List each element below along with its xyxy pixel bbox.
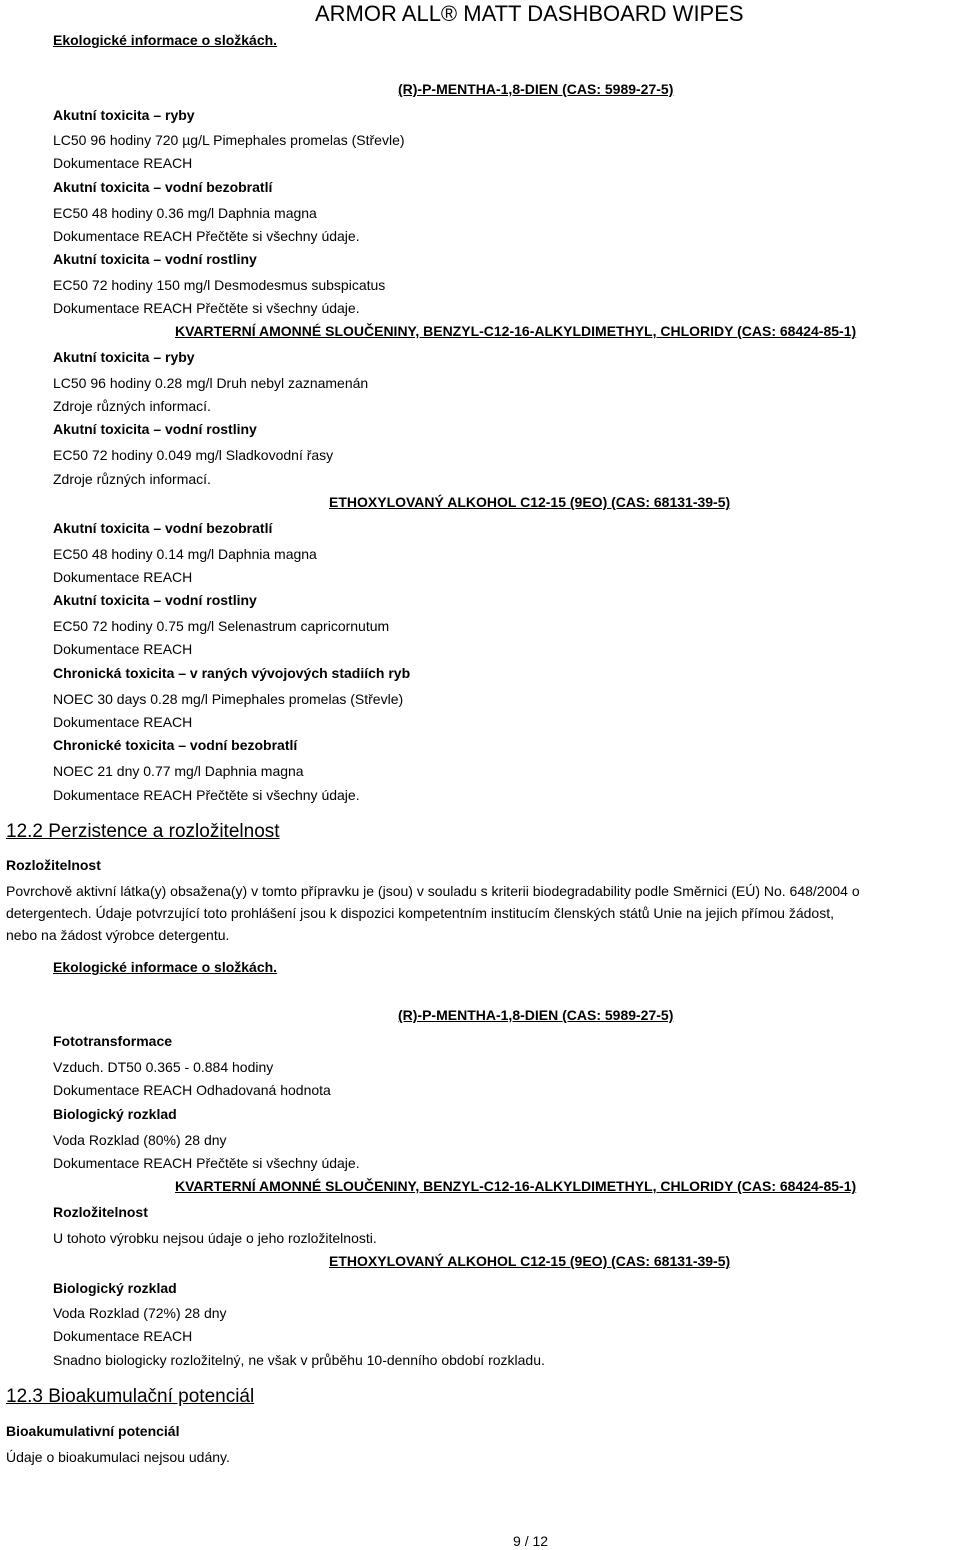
value-chronic-fish: NOEC 30 days 0.28 mg/l Pimephales promelas (Střevle) [53, 691, 404, 707]
substance-heading-mentha: (R)-P-MENTHA-1,8-DIEN (CAS: 5989-27-5) [398, 1007, 674, 1023]
value-acute-fish: LC50 96 hodiny 0.28 mg/l Druh nebyl zaznamenán [53, 375, 369, 391]
eco-info-link[interactable]: Ekologické informace o složkách. [53, 959, 278, 975]
value-acute-invert: EC50 48 hodiny 0.36 mg/l Daphnia magna [53, 205, 317, 221]
source-chronic-invert: Dokumentace REACH Přečtěte si všechny údaje. [53, 787, 360, 803]
value-bioaccumulation: Údaje o bioakumulaci nejsou udány. [6, 1449, 230, 1465]
page-total: 12 [532, 1533, 549, 1549]
value-biodegradation: Voda Rozklad (72%) 28 dny [53, 1305, 227, 1321]
source-acute-fish: Zdroje různých informací. [53, 398, 211, 414]
value-biodegradation: Voda Rozklad (80%) 28 dny [53, 1132, 227, 1148]
paragraph-line-3: nebo na žádost výrobce detergentu. [6, 927, 230, 943]
source-acute-invert: Dokumentace REACH Přečtěte si všechny údaje. [53, 228, 360, 244]
source-acute-invert: Dokumentace REACH [53, 569, 193, 585]
page-title: ARMOR ALL® MATT DASHBOARD WIPES [315, 1, 744, 26]
source-acute-plants: Dokumentace REACH [53, 641, 193, 657]
substance-heading-quats: KVARTERNÍ AMONNÉ SLOUČENINY, BENZYL-C12-16-ALKYLDIMETHYL, CHLORIDY (CAS: 68424-85-1) [175, 323, 857, 339]
eco-info-link[interactable]: Ekologické informace o složkách. [53, 32, 278, 48]
value-acute-plants: EC50 72 hodiny 0.75 mg/l Selenastrum capricornutum [53, 618, 390, 634]
source-biodegradation: Dokumentace REACH Přečtěte si všechny údaje. [53, 1155, 360, 1171]
substance-heading-mentha: (R)-P-MENTHA-1,8-DIEN (CAS: 5989-27-5) [398, 81, 674, 97]
value-phototransformation: Vzduch. DT50 0.365 - 0.884 hodiny [53, 1059, 274, 1075]
value-degradability: U tohoto výrobku nejsou údaje o jeho rozložitelnosti. [53, 1230, 377, 1246]
value-chronic-invert: NOEC 21 dny 0.77 mg/l Daphnia magna [53, 763, 304, 779]
label-acute-fish: Akutní toxicita – ryby [53, 349, 195, 365]
section-heading-persistence: 12.2 Perzistence a rozložitelnost [6, 821, 280, 842]
substance-heading-quats: KVARTERNÍ AMONNÉ SLOUČENINY, BENZYL-C12-16-ALKYLDIMETHYL, CHLORIDY (CAS: 68424-85-1) [175, 1178, 857, 1194]
label-chronic-fish: Chronická toxicita – v raných vývojových stadiích ryb [53, 665, 411, 681]
note-biodegradation: Snadno biologicky rozložitelný, ne však v průběhu 10-denního období rozkladu. [53, 1352, 545, 1368]
paragraph-line-1: Povrchově aktivní látka(y) obsažena(y) v tomto přípravku je (jsou) v souladu s kriterii biodegradability podle Směrnici (EÚ) No. 648/2004 o [6, 883, 860, 899]
label-degradability: Rozložitelnost [53, 1204, 148, 1220]
source-acute-plants: Dokumentace REACH Přečtěte si všechny údaje. [53, 300, 360, 316]
source-biodegradation: Dokumentace REACH [53, 1328, 193, 1344]
substance-heading-ethoxy: ETHOXYLOVANÝ ALKOHOL C12-15 (9EO) (CAS: 68131-39-5) [329, 1253, 731, 1269]
label-biodegradation: Biologický rozklad [53, 1280, 177, 1296]
label-phototransformation: Fototransformace [53, 1033, 173, 1049]
page-current: 9 [513, 1533, 521, 1549]
value-acute-fish: LC50 96 hodiny 720 µg/L Pimephales promelas (Střevle) [53, 132, 405, 148]
label-acute-plants: Akutní toxicita – vodní rostliny [53, 251, 257, 267]
source-chronic-fish: Dokumentace REACH [53, 714, 193, 730]
label-acute-invert: Akutní toxicita – vodní bezobratlí [53, 520, 273, 536]
source-acute-plants: Zdroje různých informací. [53, 471, 211, 487]
label-acute-invert: Akutní toxicita – vodní bezobratlí [53, 179, 273, 195]
section-heading-bioaccumulation: 12.3 Bioakumulační potenciál [6, 1386, 255, 1407]
label-acute-plants: Akutní toxicita – vodní rostliny [53, 421, 257, 437]
label-bioaccumulation: Bioakumulativní potenciál [6, 1423, 180, 1439]
label-acute-plants: Akutní toxicita – vodní rostliny [53, 592, 257, 608]
label-acute-fish: Akutní toxicita – ryby [53, 107, 195, 123]
label-degradability: Rozložitelnost [6, 857, 101, 873]
value-acute-plants: EC50 72 hodiny 0.049 mg/l Sladkovodní řasy [53, 447, 334, 463]
label-chronic-invert: Chronické toxicita – vodní bezobratlí [53, 737, 298, 753]
value-acute-invert: EC50 48 hodiny 0.14 mg/l Daphnia magna [53, 546, 317, 562]
source-phototransformation: Dokumentace REACH Odhadovaná hodnota [53, 1082, 331, 1098]
label-biodegradation: Biologický rozklad [53, 1106, 177, 1122]
value-acute-plants: EC50 72 hodiny 150 mg/l Desmodesmus subspicatus [53, 277, 386, 293]
source-acute-fish: Dokumentace REACH [53, 155, 193, 171]
page-number [513, 1532, 548, 1550]
paragraph-line-2: detergentech. Údaje potvrzující toto prohlášení jsou k dispozici kompetentním institucím členských států Unie na jejich přímou žádost, [6, 905, 834, 921]
substance-heading-ethoxy: ETHOXYLOVANÝ ALKOHOL C12-15 (9EO) (CAS: 68131-39-5) [329, 494, 731, 510]
page-separator: / [524, 1533, 529, 1549]
